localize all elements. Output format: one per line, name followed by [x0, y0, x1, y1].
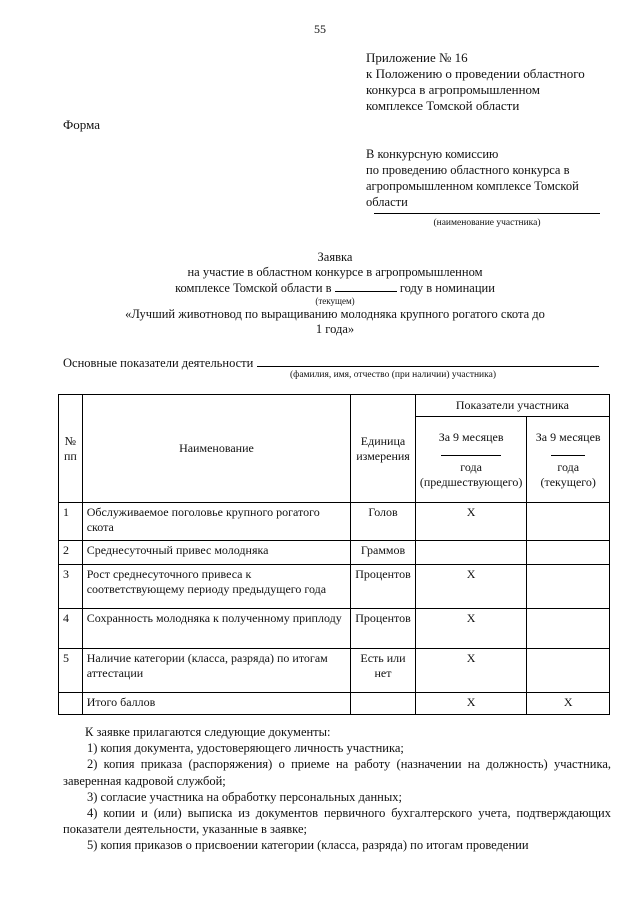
page-number: 55 [314, 22, 326, 36]
appendix-line-2: к Положению о проведении областного [366, 66, 585, 81]
row-prev-cell[interactable]: Х [415, 693, 527, 715]
header-prev-b: года (предшествующего) [419, 459, 523, 489]
indicators-label: Основные показатели деятельности [63, 356, 254, 370]
header-num-text: № пп [63, 433, 77, 463]
docs-item-2: 2) копия приказа (распоряжения) о приеме на работу (назначении на должность) участника, заверенная кадровой службой; [63, 757, 611, 788]
commission-line-4: области [366, 195, 408, 209]
title-line-2: на участие в областном конкурсе в агропромышленном [187, 265, 483, 279]
row-unit: Граммов [351, 541, 416, 565]
row-unit: Процентов [351, 609, 416, 649]
header-name-text: Наименование [179, 441, 254, 455]
appendix-line-1: Приложение № 16 [366, 50, 468, 65]
title-line-4: «Лучший животновод по выращиванию молодняка крупного рогатого скота до [125, 307, 545, 321]
commission-line-1: В конкурсную комиссию [366, 147, 499, 161]
current-year-note: (текущем) [315, 296, 355, 306]
indicators-table [58, 394, 610, 715]
title-line-3a: комплексе Томской области в [175, 281, 332, 295]
commission-address [366, 146, 606, 210]
docs-item-1: 1) копия документа, удостоверяющего личность участника; [87, 741, 404, 756]
header-group [415, 395, 609, 417]
row-unit: Процентов [351, 565, 416, 609]
form-label: Форма [63, 117, 100, 132]
row-name: Итого баллов [82, 693, 350, 715]
table-row [59, 609, 610, 649]
header-unit-text: Единица измерения [356, 433, 410, 463]
row-name: Сохранность молодняка к полученному приплоду [82, 609, 350, 649]
header-name [82, 395, 350, 503]
row-num: 2 [59, 541, 83, 565]
attached-documents [63, 724, 611, 854]
table-row [59, 565, 610, 609]
row-unit: Голов [351, 503, 416, 541]
appendix-line-4: комплексе Томской области [366, 98, 520, 113]
row-name: Обслуживаемое поголовье крупного рогатого скота [82, 503, 350, 541]
title-line-1: Заявка [317, 250, 353, 264]
header-group-text: Показатели участника [455, 398, 569, 412]
row-unit [351, 693, 416, 715]
title-line-5: 1 года» [315, 322, 355, 336]
row-cur-cell[interactable] [527, 565, 610, 609]
commission-line-3: агропромышленном комплексе Томской [366, 179, 579, 193]
header-cur-a: За 9 месяцев [535, 429, 601, 444]
header-prev-period [415, 417, 527, 503]
row-prev-cell[interactable]: Х [415, 503, 527, 541]
row-prev-cell[interactable] [415, 541, 527, 565]
table-total-row [59, 693, 610, 715]
year-field[interactable] [335, 280, 397, 292]
header-num [59, 395, 83, 503]
row-cur-cell[interactable] [527, 609, 610, 649]
row-num: 4 [59, 609, 83, 649]
row-unit: Есть или нет [351, 649, 416, 693]
header-prev-a: За 9 месяцев [438, 429, 504, 444]
row-cur-cell[interactable] [527, 503, 610, 541]
row-prev-cell[interactable]: Х [415, 609, 527, 649]
docs-item-3: 3) согласие участника на обработку персональных данных; [87, 789, 402, 804]
row-name: Наличие категории (класса, разряда) по итогам аттестации [82, 649, 350, 693]
row-name: Рост среднесуточного привеса к соответствующему периоду предыдущего года [82, 565, 350, 609]
row-name: Среднесуточный привес молодняка [82, 541, 350, 565]
docs-intro: К заявке прилагаются следующие документы: [85, 725, 331, 739]
row-num: 5 [59, 649, 83, 693]
participant-name-field[interactable] [374, 213, 600, 214]
row-cur-cell[interactable] [527, 541, 610, 565]
row-cur-cell[interactable] [527, 649, 610, 693]
appendix-line-3: конкурса в агропромышленном [366, 82, 541, 97]
docs-item-5: 5) копия приказов о присвоении категории (класса, разряда) по итогам проведении [87, 838, 529, 853]
row-num: 1 [59, 503, 83, 541]
application-title [80, 250, 590, 337]
docs-item-4: 4) копии и (или) выписка из документов первичного бухгалтерского учета, подтверждающих показатели деятельности, указанные в заявке; [63, 806, 611, 837]
indicators-row [63, 354, 599, 371]
table-row [59, 649, 610, 693]
row-prev-cell[interactable]: Х [415, 565, 527, 609]
header-cur-period [527, 417, 610, 503]
header-cur-b: года (текущего) [540, 459, 596, 489]
title-line-3 [80, 280, 590, 296]
prev-year-field[interactable] [441, 445, 501, 456]
title-line-3b: году в номинации [399, 281, 495, 295]
row-num [59, 693, 83, 715]
table-row [59, 541, 610, 565]
fio-caption: (фамилия, имя, отчество (при наличии) участника) [290, 370, 496, 380]
row-prev-cell[interactable]: Х [415, 649, 527, 693]
cur-year-field[interactable] [551, 445, 585, 456]
commission-line-2: по проведению областного конкурса в [366, 163, 570, 177]
row-cur-cell[interactable]: Х [527, 693, 610, 715]
table-row [59, 503, 610, 541]
fio-field[interactable] [257, 354, 599, 367]
appendix-header [366, 50, 585, 114]
participant-caption: (наименование участника) [433, 218, 541, 228]
header-unit [351, 395, 416, 503]
row-num: 3 [59, 565, 83, 609]
